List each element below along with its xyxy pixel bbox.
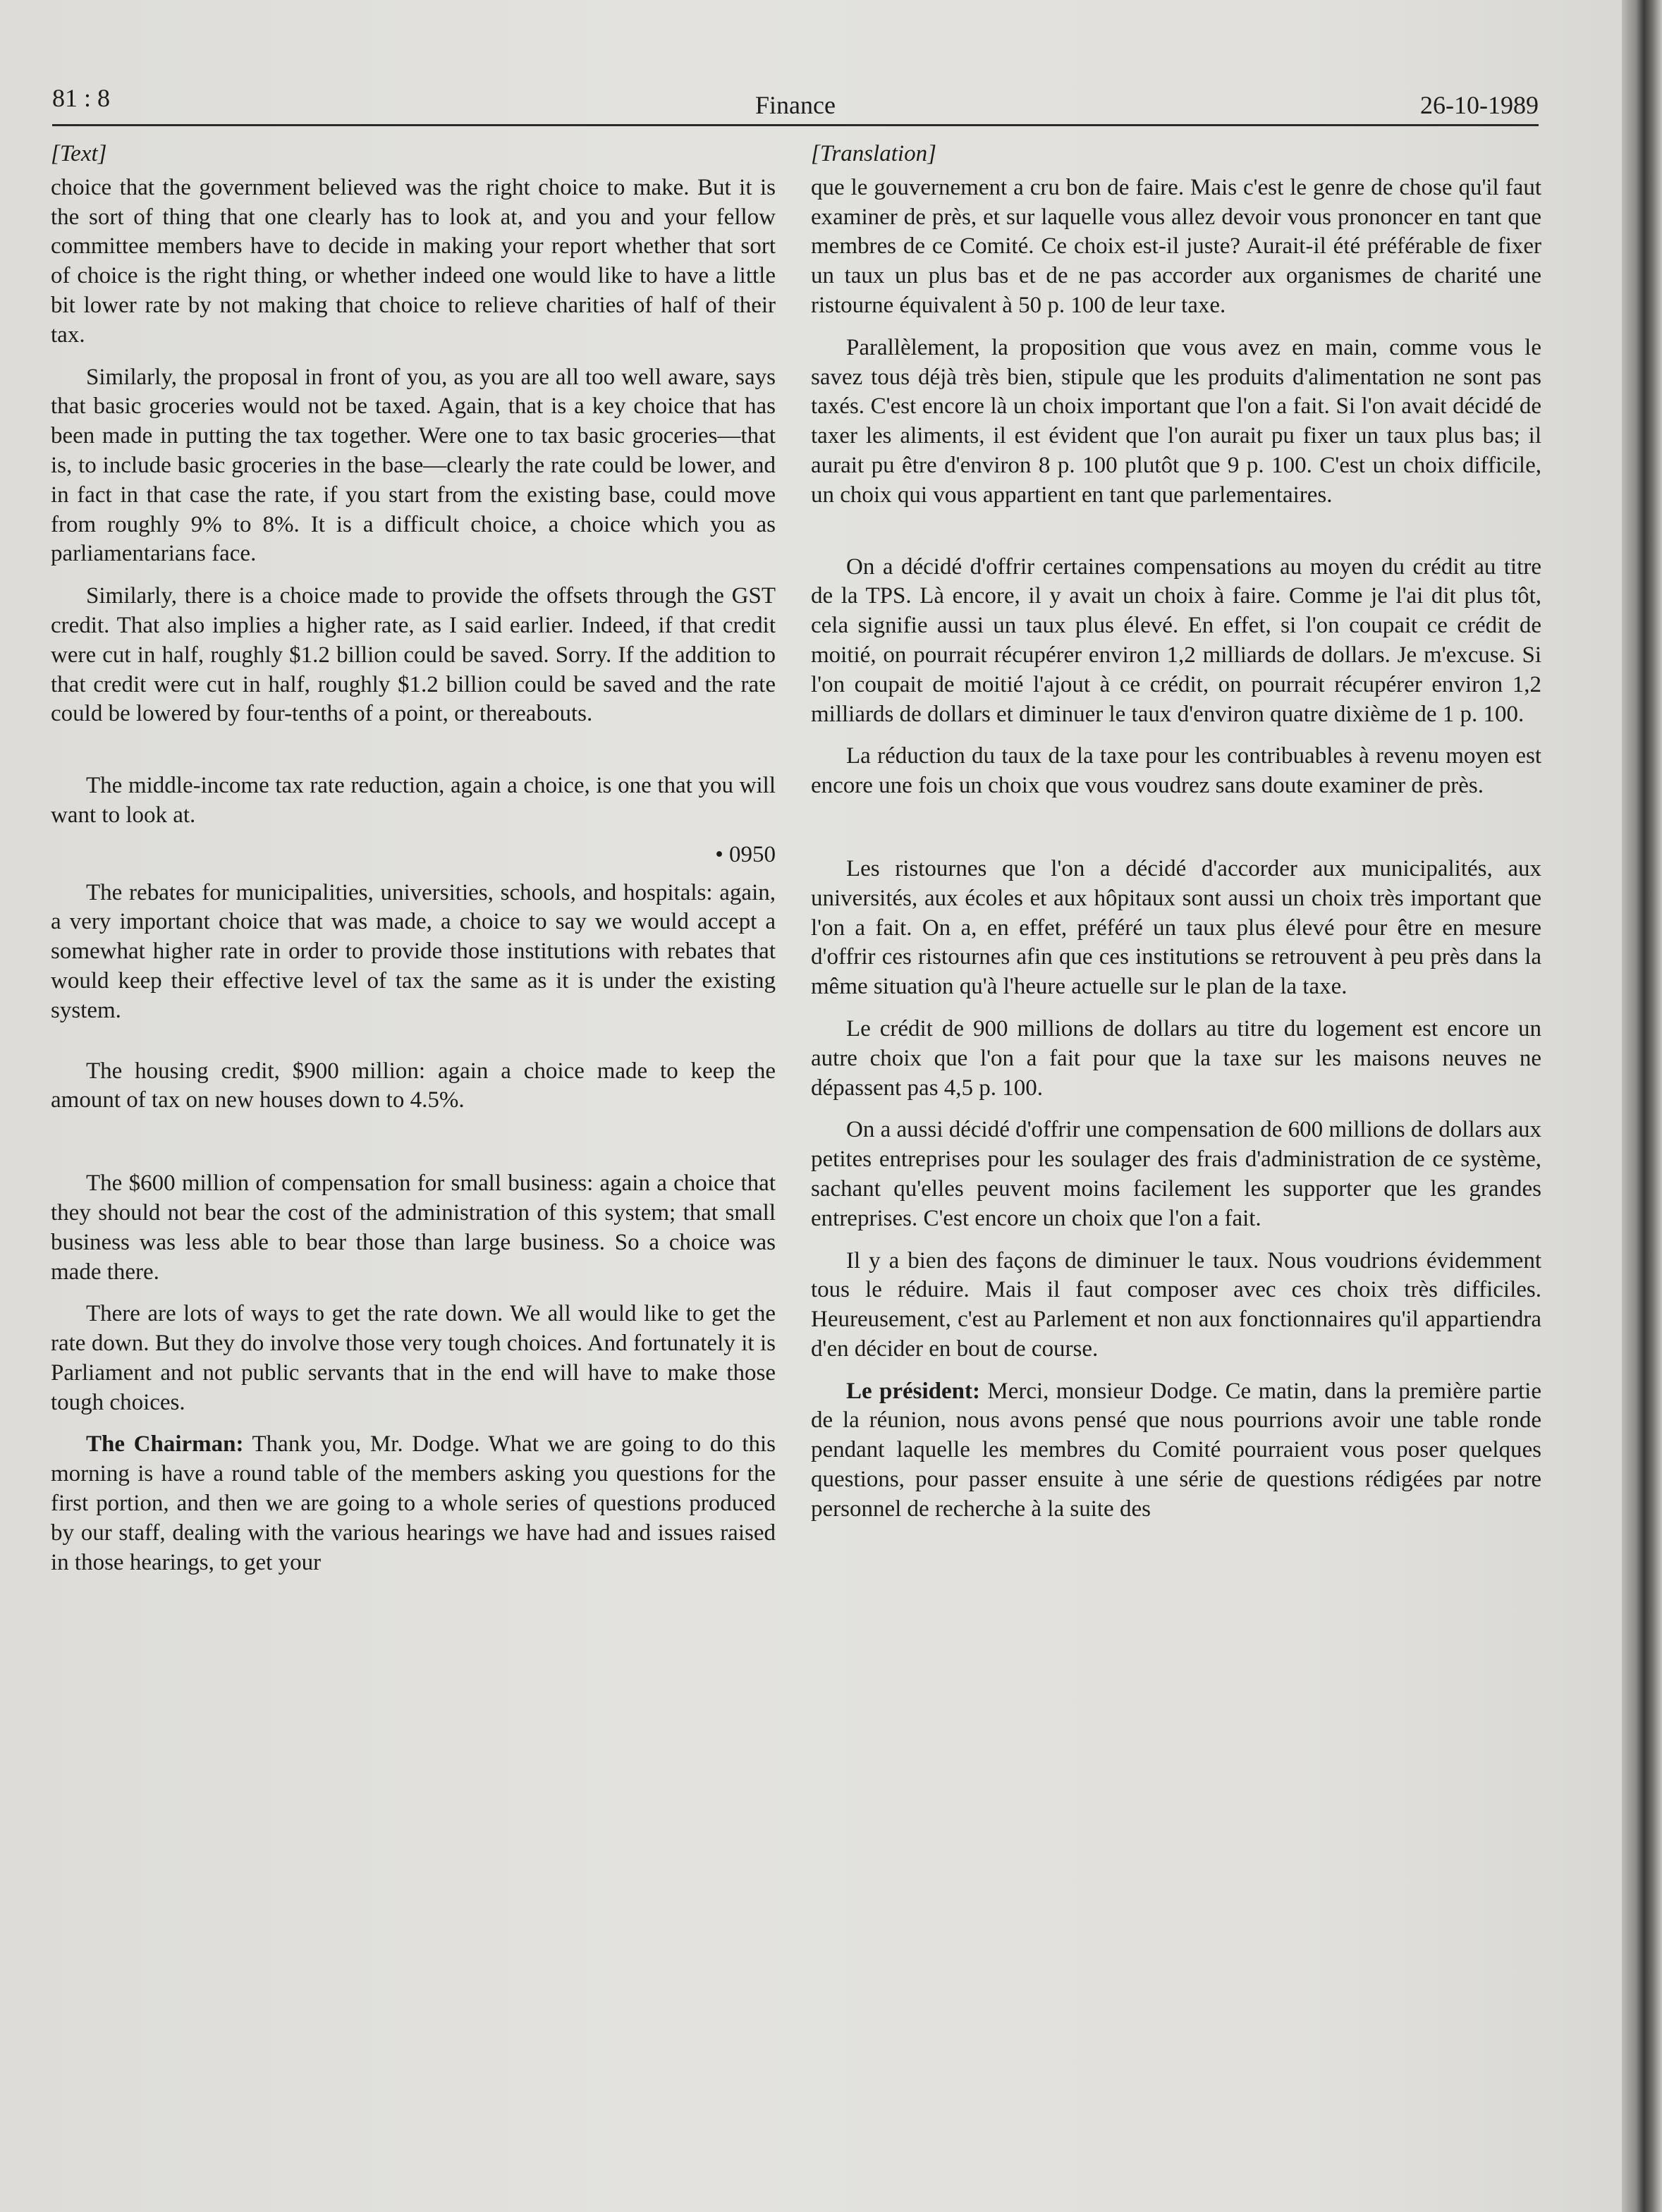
time-marker: • 0950: [715, 841, 776, 867]
text-tag: [Text]: [51, 141, 107, 166]
translation-tag: [Translation]: [811, 141, 936, 166]
paragraph: choice that the government believed was the right choice to make. But it is the sort of thing that one clearly has to look at, and you and your fellow committee members have to decide in making your report whether that sort of choice is the right thing, or whether indeed one would like to have a little bit lower rate by not making that choice to relieve charities of half of their tax.: [51, 174, 776, 348]
header-rule: [52, 124, 1539, 126]
page-number: 81 : 8: [52, 84, 111, 112]
paragraph: que le gouvernement a cru bon de faire. Mais c'est le genre de chose qu'il faut examiner de près, et sur laquelle vous allez devoir vous prononcer en tant que membres de ce Comité. Ce choix est-il juste? Aurait-il été préférable de fixer un taux un plus bas et de ne pas accorder aux organismes de charité une ristourne équivalent à 50 p. 100 de leur taxe.: [811, 174, 1541, 318]
paragraph: The $600 million of compensation for small business: again a choice that they should not bear the cost of the administration of this system; that small business was less able to bear those than large business. So a choice was made there.: [51, 1171, 776, 1285]
paragraph: There are lots of ways to get the rate down. We all would like to get the rate down. But they do involve those very tough choices. And fortunately it is Parliament and not public servants that in the end will have to make those tough choices.: [51, 1301, 776, 1415]
paragraph: On a aussi décidé d'offrir une compensation de 600 millions de dollars aux petites entreprises pour les soulager des frais d'administration de ce système, sachant qu'elles peuvent moins facilement les supporter que les grandes entreprises. C'est encore un choix que l'on a fait.: [811, 1117, 1541, 1231]
paragraph: The rebates for municipalities, universities, schools, and hospitals: again, a very important choice that was made, a choice to say we would accept a somewhat higher rate in order to provide those institutions with rebates that would keep their effective level of tax the same as it is under the existing system.: [51, 879, 776, 1023]
paragraph: On a décidé d'offrir certaines compensations au moyen du crédit au titre de la TPS. Là encore, il y avait un choix à faire. Comme je l'ai dit plus tôt, cela signifie aussi un taux plus élevé. En effet, si l'on coupait ce crédit de moitié, on pourrait récupérer environ 1,2 milliards de dollars. Je m'excuse. Si l'on coupait de moitié l'ajout à ce crédit, on pourrait récupérer environ 1,2 milliards de dollars et diminuer le taux d'environ quatre dixième de 1 p. 100.: [811, 554, 1541, 727]
speaker-name: The Chairman:: [86, 1431, 244, 1458]
speaker-text: Merci, monsieur Dodge. Ce matin, dans la première partie de la réunion, nous avons pensé que nous pourrions avoir une table ronde pendant laquelle les membres du Comité pourraient vous poser quelques questions, pour passer ensuite à une série de questions rédigées par notre personnel de recherche à la suite des: [811, 1378, 1541, 1522]
paragraph: The middle-income tax rate reduction, again a choice, is one that you will want to look at.: [51, 773, 776, 828]
speaker-name: Le président:: [846, 1378, 980, 1404]
paragraph: Similarly, there is a choice made to provide the offsets through the GST credit. That also implies a higher rate, as I said earlier. Indeed, if that credit were cut in half, roughly $1.2 billion could be saved. Sorry. If the addition to that credit were cut in half, roughly $1.2 billion could be saved and the rate could be lowered by four-tenths of a point, or thereabouts.: [51, 583, 776, 727]
paragraph: Les ristournes que l'on a décidé d'accorder aux municipalités, aux universités, aux écoles et aux hôpitaux sont aussi un choix très important que l'on a fait. On a, en effet, préféré un taux plus élevé pour être en mesure d'offrir ces ristournes afin que ces institutions se retrouvent à peu près dans la même situation qu'à l'heure actuelle sur le plan de la taxe.: [811, 855, 1541, 1000]
book-binding-edge: [1622, 0, 1662, 2212]
page-date: 26-10-1989: [1420, 91, 1539, 119]
french-column: [811, 140, 1541, 1524]
page-header: [52, 83, 1539, 126]
paragraph: Similarly, the proposal in front of you, as you are all too well aware, says that basic groceries would not be taxed. Again, that is a key choice that has been made in putting the tax together. Were one to tax basic groceries—that is, to include basic groceries in the base—clearly the rate could be lower, and in fact in that case the rate, if you start from the existing base, could move from roughly 9% to 8%. It is a difficult choice, a choice which you as parliamentarians face.: [51, 364, 776, 567]
speaker-text: Thank you, Mr. Dodge. What we are going to do this morning is have a round table of the members asking you questions for the first portion, and then we are going to a whole series of questions produced by our staff, dealing with the various hearings we have had and issues raised in those hearings, to get your: [51, 1431, 776, 1575]
paragraph: La réduction du taux de la taxe pour les contribuables à revenu moyen est encore une fois un choix que vous voudrez sans doute examiner de près.: [811, 743, 1541, 799]
paragraph: The housing credit, $900 million: again a choice made to keep the amount of tax on new houses down to 4.5%.: [51, 1058, 776, 1113]
chairman-paragraph: [51, 1430, 776, 1577]
paragraph: Il y a bien des façons de diminuer le taux. Nous voudrions évidemment tous le réduire. Mais il faut composer avec ces choix très difficiles. Heureusement, c'est au Parlement et non aux fonctionnaires qu'il appartiendra d'en décider en bout de course.: [811, 1247, 1541, 1362]
paragraph: Le crédit de 900 millions de dollars au titre du logement est encore un autre choix que l'on a fait pour que la taxe sur les maisons neuves ne dépassent pas 4,5 p. 100.: [811, 1015, 1541, 1101]
english-column: [51, 140, 776, 1577]
paragraph: Parallèlement, la proposition que vous avez en main, comme vous le savez tous déjà très bien, stipule que les produits d'alimentation ne sont pas taxés. C'est encore là un choix important que l'on a fait. Si l'on avait décidé de taxer les aliments, il est évident que l'on aurait pu fixer un taux plus bas; il aurait pu être d'environ 8 p. 100 plutôt que 9 p. 100. C'est un choix difficile, un choix qui vous appartient en tant que parlementaires.: [811, 334, 1541, 508]
running-title: Finance: [755, 91, 836, 119]
president-paragraph: [811, 1377, 1541, 1524]
